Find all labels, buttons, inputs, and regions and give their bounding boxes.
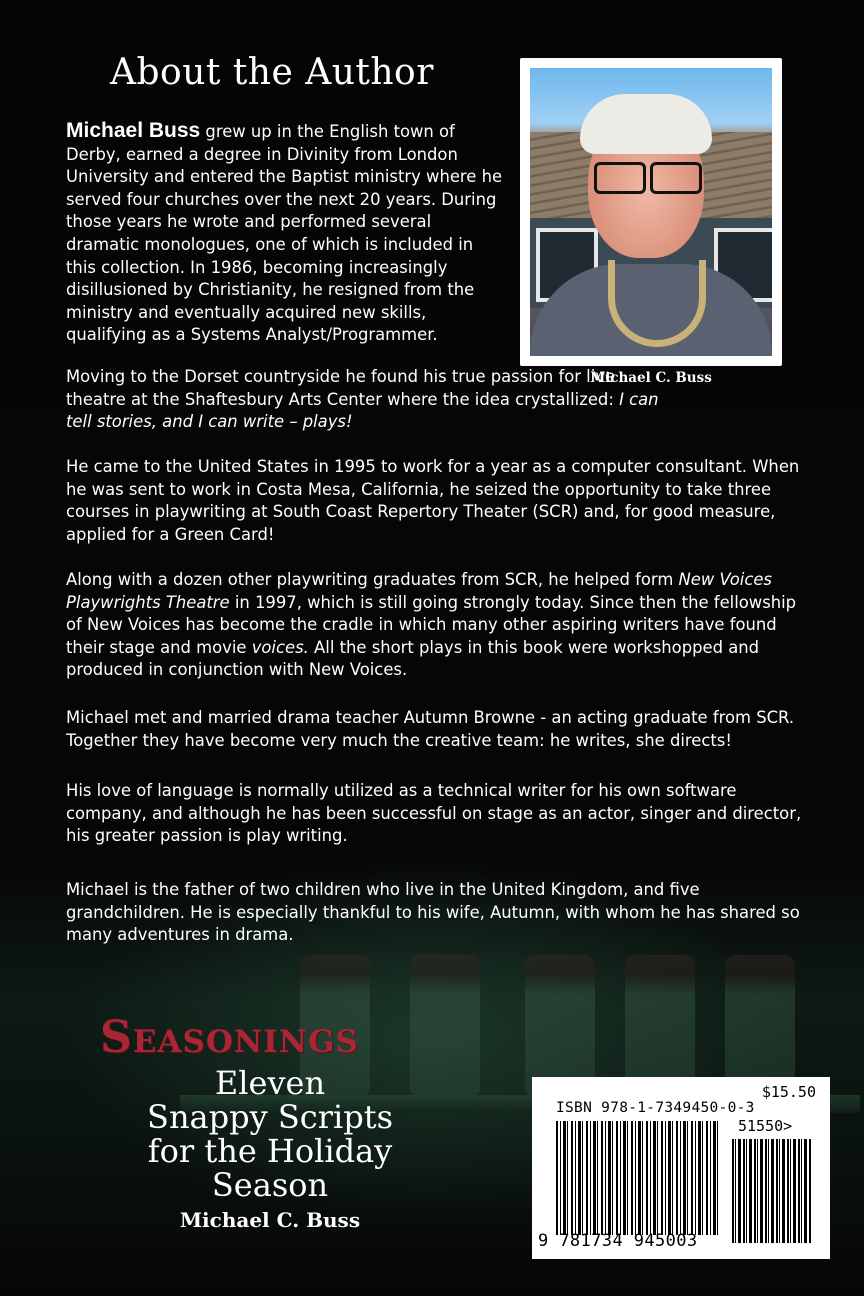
- isbn-label: ISBN 978-1-7349450-0-3: [556, 1100, 755, 1116]
- bio-paragraph-5: Michael met and married drama teacher Autumn Browne - an acting graduate from SCR. Together they have become very much the creative team: he writes, she directs!: [66, 708, 795, 750]
- bio-paragraph-2-text: Moving to the Dorset countryside he found his true passion for live theatre at the Shaftesbury Arts Center where the idea crystallized:: [66, 367, 620, 409]
- book-author: Michael C. Buss: [179, 1208, 361, 1232]
- isbn-barcode: [532, 1077, 830, 1259]
- background-jar: [625, 955, 695, 1095]
- addon-barcode-bars: [732, 1139, 812, 1243]
- price-label: $15.50: [761, 1083, 816, 1101]
- subtitle-line: for the Holiday: [147, 1132, 393, 1170]
- addon-code: 51550>: [738, 1117, 793, 1135]
- book-title: Seasonings: [100, 1012, 359, 1063]
- bio-paragraph-4: [66, 569, 806, 682]
- glasses-lens-left: [594, 162, 646, 194]
- bio-paragraph-4-text-b: in 1997, which is still going strongly today. Since then the fellowship of New Voices has become the cradle in which many other aspiring writers have found their stage and movie: [66, 592, 797, 657]
- background-jar: [725, 955, 795, 1095]
- about-author-heading: About the Author: [110, 52, 434, 93]
- voices-emphasis: voices.: [251, 637, 309, 657]
- background-jar: [525, 955, 595, 1095]
- theatre-name: New Voices Playwrights Theatre: [66, 570, 772, 612]
- bio-paragraph-1-text: grew up in the English town of Derby, earned a degree in Divinity from London University and entered the Baptist ministry where he served four churches over the next 20 years. During those years he wrote and performed several dramatic monologues, one of which is included in this collection. In 1986, becoming increasingly disillusioned by Christianity, he resigned from the ministry and eventually acquired new skills, qualifying as a Systems Analyst/Programmer.: [66, 122, 503, 345]
- bio-paragraph-4-text-c: All the short plays in this book were workshopped and produced in conjunction with New Voices.: [66, 637, 760, 680]
- bio-paragraph-2-quote: I can tell stories, and I can write – plays!: [66, 389, 659, 432]
- book-subtitle: [120, 1066, 420, 1202]
- background-jar: [410, 955, 480, 1095]
- bio-paragraph-7: Michael is the father of two children who live in the United Kingdom, and five grandchildren. He is especially thankful to his wife, Autumn, with whom he has shared so many adventures in drama.: [66, 880, 800, 945]
- barcode-digits: 9 781734 945003: [538, 1231, 698, 1251]
- glasses-lens-right: [650, 162, 702, 194]
- bio-paragraph-6: His love of language is normally utilized as a technical writer for his own software company, and although he has been successful on stage as an actor, singer and director, his greater passion is play writing.: [66, 781, 802, 846]
- subtitle-line: Snappy Scripts: [147, 1098, 393, 1136]
- author-name-lead: Michael Buss: [66, 119, 201, 142]
- bio-paragraph-3: He came to the United States in 1995 to work for a year as a computer consultant. When he was sent to work in Costa Mesa, California, he seized the opportunity to take three courses in playwriting at South Coast Repertory Theater (SCR) and, for good measure, applied for a Green Card!: [66, 457, 800, 544]
- ean-barcode-bars: [556, 1121, 720, 1235]
- author-photo: [530, 68, 772, 356]
- author-photo-frame: [520, 58, 782, 366]
- bio-paragraph-4-text-a: Along with a dozen other playwriting graduates from SCR, he helped form: [66, 570, 679, 589]
- subtitle-line: Season: [211, 1166, 329, 1204]
- photo-hair: [580, 94, 712, 154]
- bio-paragraph-1: [66, 120, 508, 347]
- subtitle-line: Eleven: [214, 1064, 326, 1102]
- bio-paragraph-2: [66, 366, 666, 434]
- photo-caption: Michael C. Buss: [590, 370, 712, 386]
